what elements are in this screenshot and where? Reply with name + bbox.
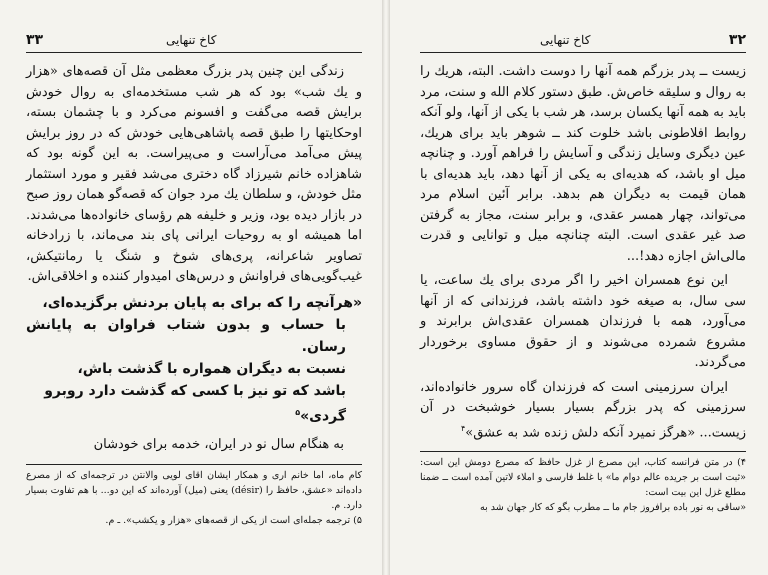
left-paragraph-1: زندگی این چنین پدر بزرگ معظمی مثل آن قصه‌های «هزار و یك شب» بود که هر شب مستخدمه‌ای به روال خودش برایش قصه می‌گفت و افسونم می‌کرد و با چشمان بسته، اوحکایتها را طبق قصه‌ پاشاهی‌هایی‌ خودش که در روز برایش پیش می‌آمد می‌آراست و می‌پیراست. به این گونه بود که شاهزاده خانم شیرزاد گاه دختری می‌شد فقیر و مورد استثمار مثل خودش، و سلطان یك مرد جوان که قصه‌گو همان روز صبح در بازار دیده بود، وزیر و خلیفه هم رؤسای خانواده‌ها می‌شدند. اما همیشه او به روحیات ایرانی پای بند می‌ماند، با زرادخانه تصاویر شاعرانه، پری‌های شوخ و شنگ یا رمانتیکش، غیب‌گویی‌های فراوانش و درس‌های امیدوار کننده و اخلاقی‌اش. xyxy=(26,64,362,284)
left-page-body xyxy=(26,62,362,528)
right-paragraph-1: زیست ــ پدر بزرگم همه آنها را دوست داشت. البته، هریك را به روال و سلیقه خاص‌ش. طبق دستور کلام الله و سنت، مرد باید به همه آنها یکسان برسد، هر شب با یکی از آنها، ولو آنکه روابط افلاطونی باشد خلوت کند ــ شوهر باید برای هریك، عین دیگری وسایل زندگی و آسایش را فراهم آورد. و چنانچه میل او باشد، که هدیه‌ای به یکی از آنها دهد، باید هدیه‌ای با همان قیمت به دیگران هم بدهد. برابر آئین اسلام مرد می‌تواند، چهار همسر عقدی، و برابر سنت، مجاز به گرفتن صد غیر عقدی است. البته چنانچه میل و توانایی و قدرت مالی‌اش اجازه دهد!... xyxy=(420,64,746,264)
poem-line-3: نسبت به دیگران همواره با گذشت باش، xyxy=(77,360,346,377)
poem-line-5: گردی» xyxy=(300,408,346,425)
right-page-number: ۳۲ xyxy=(728,32,746,48)
poem-line-2: با حساب و بدون شتاب فراوان به پایانش رسان. xyxy=(26,316,346,355)
right-footnote-marker: ۴ xyxy=(460,423,466,433)
right-footnote-1: ۴) در متن فرانسه کتاب، این مصرع از غزل حافظ که مصرع دومش این است: «ثبت است بر جریده عالم دوام ما» با غلط فارسی و املاء لاتین آمده است ــ ضمنا مطلع غزل این بیت است: xyxy=(420,457,746,499)
left-footnote-1: کام ماه، اما خانم اری و همکار ایشان اقای لویی والانتن در ترجمه‌ای که از مصرع داده‌اند «عشق، حافظ را (désir) یعنی (میل) آورده‌اند که این دو... با هم تفاوت بسیار دارد. م. xyxy=(26,469,362,511)
right-footnote-2: «ساقی به نور باده برافروز جام ما ــ مطرب بگو که کار جهان شد به xyxy=(480,502,746,514)
left-footnote-rule xyxy=(26,464,362,465)
right-page xyxy=(390,0,768,575)
left-page xyxy=(0,0,382,575)
right-running-head: کاخ تنهایی xyxy=(540,33,591,47)
left-page-header xyxy=(26,32,362,53)
book-gutter xyxy=(382,0,390,575)
right-page-body xyxy=(420,62,746,515)
left-footnote-2: ۵) ترجمه‌ جمله‌ای است از یکی از قصه‌های «هزار و یکشب». ـ م. xyxy=(105,514,362,526)
right-paragraph-2: این نوع همسران اخیر را اگر مردی برای یك ساعت، یا سی سال، به صیغه خود داشته باشد، فرزندانی که از آنها می‌آورد، همه با فرزندان همسران عقدی‌اش برابرند و مشروع شمرده می‌شوند و از حقوق مساوی برخوردار می‌گردند. xyxy=(420,273,746,370)
poem-line-4: باشد که تو نیز با کسی که گذشت دارد روبرو xyxy=(44,382,346,399)
left-page-number: ۳۳ xyxy=(26,32,44,48)
right-paragraph-3: ایران سرزمینی است که فرزندان گاه سرور خانواده‌اند، سرزمینی که پدر بزرگم بسیار بسیار خوشبخت در آن زیست... «هرگز نمیرد آنکه دلش زنده شد به عشق» xyxy=(420,379,746,440)
right-page-header xyxy=(420,32,746,53)
poem-footnote-marker: ۵ xyxy=(295,407,301,417)
poem-line-1: «هرآنچه را که برای به پایان بردنش برگزیده‌ای، xyxy=(42,294,362,311)
left-poem-quote xyxy=(26,292,362,428)
right-footnote-rule xyxy=(420,451,746,452)
left-paragraph-2: به هنگام سال نو در ایران، خدمه برای خودشان xyxy=(93,437,344,453)
left-running-head: کاخ تنهایی xyxy=(166,33,217,47)
